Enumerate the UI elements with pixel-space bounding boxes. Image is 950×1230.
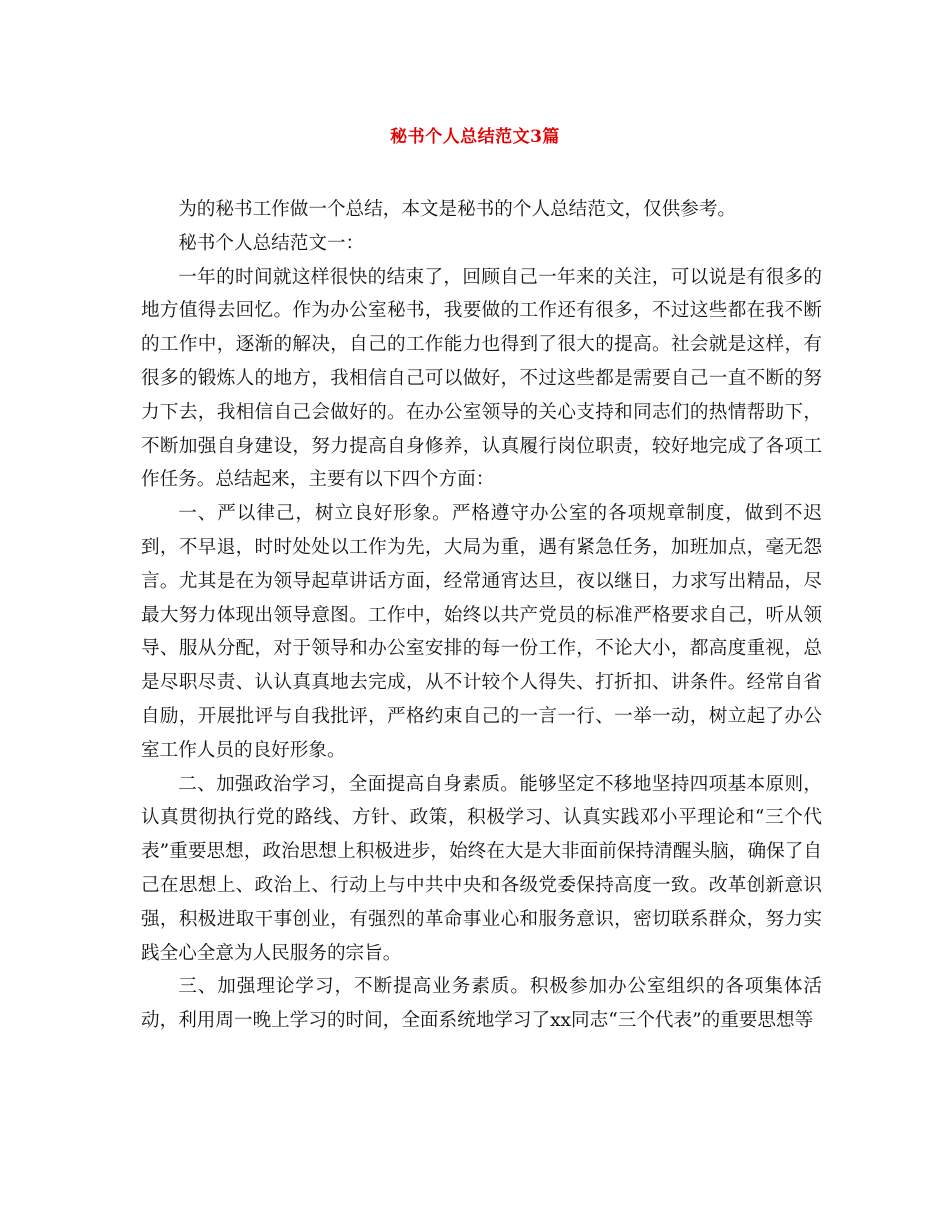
paragraph-overview: 一年的时间就这样很快的结束了，回顾自己一年来的关注，可以说是有很多的地方值得去回忆。作为办公室秘书，我要做的工作还有很多，不过这些都在我不断的工作中，逐渐的解决，自己的工作能力也得到了很大的提高。社会就是这样，有很多的锻炼人的地方，我相信自己可以做好，不过这些都是需要自己一直不断的努力下去，我相信自己会做好的。在办公室领导的关心支持和同志们的热情帮助下，不断加强自身建设，努力提高自身修养，认真履行岗位职责，较好地完成了各项工作任务。总结起来，主要有以下四个方面： [141, 266, 822, 491]
paragraph-section-three: 三、加强理论学习，不断提高业务素质。积极参加办公室组织的各项集体活动，利用周一晚上学习的时间，全面系统地学习了xx同志“三个代表”的重要思想等 [141, 976, 822, 1032]
paragraph-heading-one: 秘书个人总结范文一： [178, 232, 365, 254]
paragraph-section-one: 一、严以律己，树立良好形象。严格遵守办公室的各项规章制度，做到不迟到，不早退，时时处处以工作为先，大局为重，遇有紧急任务，加班加点，毫无怨言。尤其是在为领导起草讲话方面，经常通宵达旦，夜以继日，力求写出精品，尽最大努力体现出领导意图。工作中，始终以共产党员的标准严格要求自己，听从领导、服从分配，对于领导和办公室安排的每一份工作，不论大小，都高度重视，总是尽职尽责、认认真真地去完成，从不计较个人得失、打折扣、讲条件。经常自省自励，开展批评与自我批评，严格约束自己的一言一行、一举一动，树立起了办公室工作人员的良好形象。 [141, 503, 822, 761]
paragraph-section-two: 二、加强政治学习，全面提高自身素质。能够坚定不移地坚持四项基本原则，认真贯彻执行党的路线、方针、政策，积极学习、认真实践邓小平理论和“三个代表”重要思想，政治思想上积极进步，始终在大是大非面前保持清醒头脑，确保了自己在思想上、政治上、行动上与中共中央和各级党委保持高度一致。改革创新意识强，积极进取干事创业，有强烈的革命事业心和服务意识，密切联系群众，努力实践全心全意为人民服务的宗旨。 [141, 773, 822, 964]
document-body [141, 193, 822, 1038]
paragraph-intro: 为的秘书工作做一个总结，本文是秘书的个人总结范文，仅供参考。 [178, 199, 737, 220]
document-title: 秘书个人总结范文3篇 [390, 127, 560, 147]
